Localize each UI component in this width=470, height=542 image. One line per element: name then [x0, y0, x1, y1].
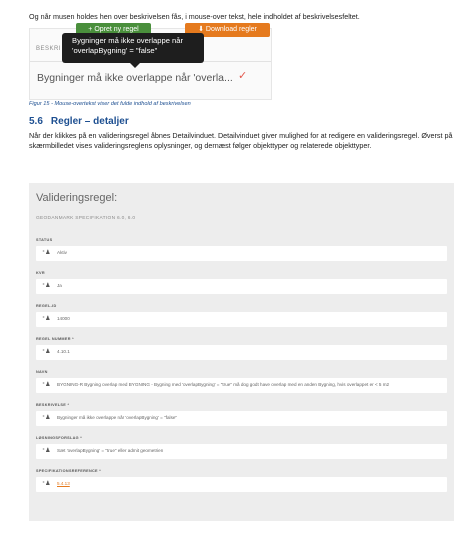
- field-value: Ja: [57, 283, 62, 288]
- tooltip-arrow: [130, 63, 140, 68]
- field-label-loesningsforslag: LØSNINGSFORSLAG *: [36, 436, 83, 440]
- detail-panel: [29, 183, 454, 521]
- field-label-specifikationsreference: SPECIFIKATIONSREFERENCE *: [36, 469, 102, 473]
- specification-link[interactable]: 5.4.13: [57, 481, 70, 486]
- panel-title: Valideringsregel:: [36, 192, 118, 204]
- field-beskrivelse[interactable]: [36, 411, 447, 426]
- section-paragraph: Når der klikkes på en valideringsregel åbnes Detailvinduet. Detailvinduet giver mulighed for at redigere en valideringsregel. Øverst på skærmbilledet vises valideringsreglens oplysninger, og dernæst følger objekttyper og relaterede objekttyper.: [29, 131, 453, 150]
- user-icon: ⁺♟: [42, 250, 51, 256]
- field-value: Sæt 'overlapBygning' = "true" eller admit geometrien: [57, 448, 164, 453]
- field-value: 4.10.1: [57, 349, 70, 354]
- field-label-regel-id: REGEL-ID: [36, 304, 57, 308]
- user-icon: ⁺♟: [42, 283, 51, 289]
- column-header-description[interactable]: BESKRI: [36, 46, 62, 52]
- user-icon: ⁺♟: [42, 415, 51, 421]
- field-label-navn: NAVN: [36, 370, 48, 374]
- field-label-regel-nummer: REGEL NUMMER *: [36, 337, 74, 341]
- user-icon: ⁺♟: [42, 382, 51, 388]
- user-icon: ⁺♟: [42, 481, 51, 487]
- intro-text: Og når musen holdes hen over beskrivelsen fås, i mouse-over tekst, hele indholdet af beskrivelsesfeltet.: [29, 12, 360, 21]
- field-value: BYGNING-R Bygning overlap med BYGNING - Bygning med 'overlapBygning' = "true" må dog godt have overlap med en anden Bygning, hvis overlappet er < 5 m2: [57, 382, 390, 387]
- tooltip-line-2: 'overlapBygning' = "false": [72, 45, 158, 55]
- field-status[interactable]: [36, 246, 447, 261]
- create-rule-button[interactable]: + Opret ny regel: [76, 23, 151, 37]
- user-icon: ⁺♟: [42, 349, 51, 355]
- field-kvr[interactable]: [36, 279, 447, 294]
- field-loesningsforslag[interactable]: [36, 444, 447, 459]
- field-value: Bygninger må ikke overlappe når 'overlapBygning' = "false": [57, 415, 178, 420]
- section-title: Regler – detaljer: [50, 116, 129, 127]
- description-cell[interactable]: Bygninger må ikke overlappe når 'overla...: [37, 72, 233, 84]
- user-icon: ⁺♟: [42, 316, 51, 322]
- field-regel-id[interactable]: [36, 312, 447, 327]
- field-label-beskrivelse: BESKRIVELSE *: [36, 403, 70, 407]
- figure-caption: Figur 15 - Mouse-overtekst viser det fulde indhold af beskrivelsen: [29, 101, 191, 107]
- download-rules-button[interactable]: ⬇ Download regler: [185, 23, 270, 37]
- panel-subtitle: GEODANMARK SPECIFIKATION 6.0, 6.0: [36, 216, 136, 221]
- field-label-status: STATUS: [36, 238, 53, 242]
- tooltip-line-1: Bygninger må ikke overlappe når: [72, 36, 184, 45]
- section-heading: [29, 116, 129, 127]
- field-regel-nummer[interactable]: [36, 345, 447, 360]
- field-value: 14000: [57, 316, 70, 321]
- field-value: Aktiv: [57, 250, 67, 255]
- check-icon: ✓: [238, 70, 248, 82]
- tooltip: [62, 33, 204, 63]
- field-navn[interactable]: [36, 378, 447, 393]
- field-specifikationsreference[interactable]: [36, 477, 447, 492]
- user-icon: ⁺♟: [42, 448, 51, 454]
- field-label-kvr: KVR: [36, 271, 45, 275]
- section-number: 5.6: [29, 116, 43, 127]
